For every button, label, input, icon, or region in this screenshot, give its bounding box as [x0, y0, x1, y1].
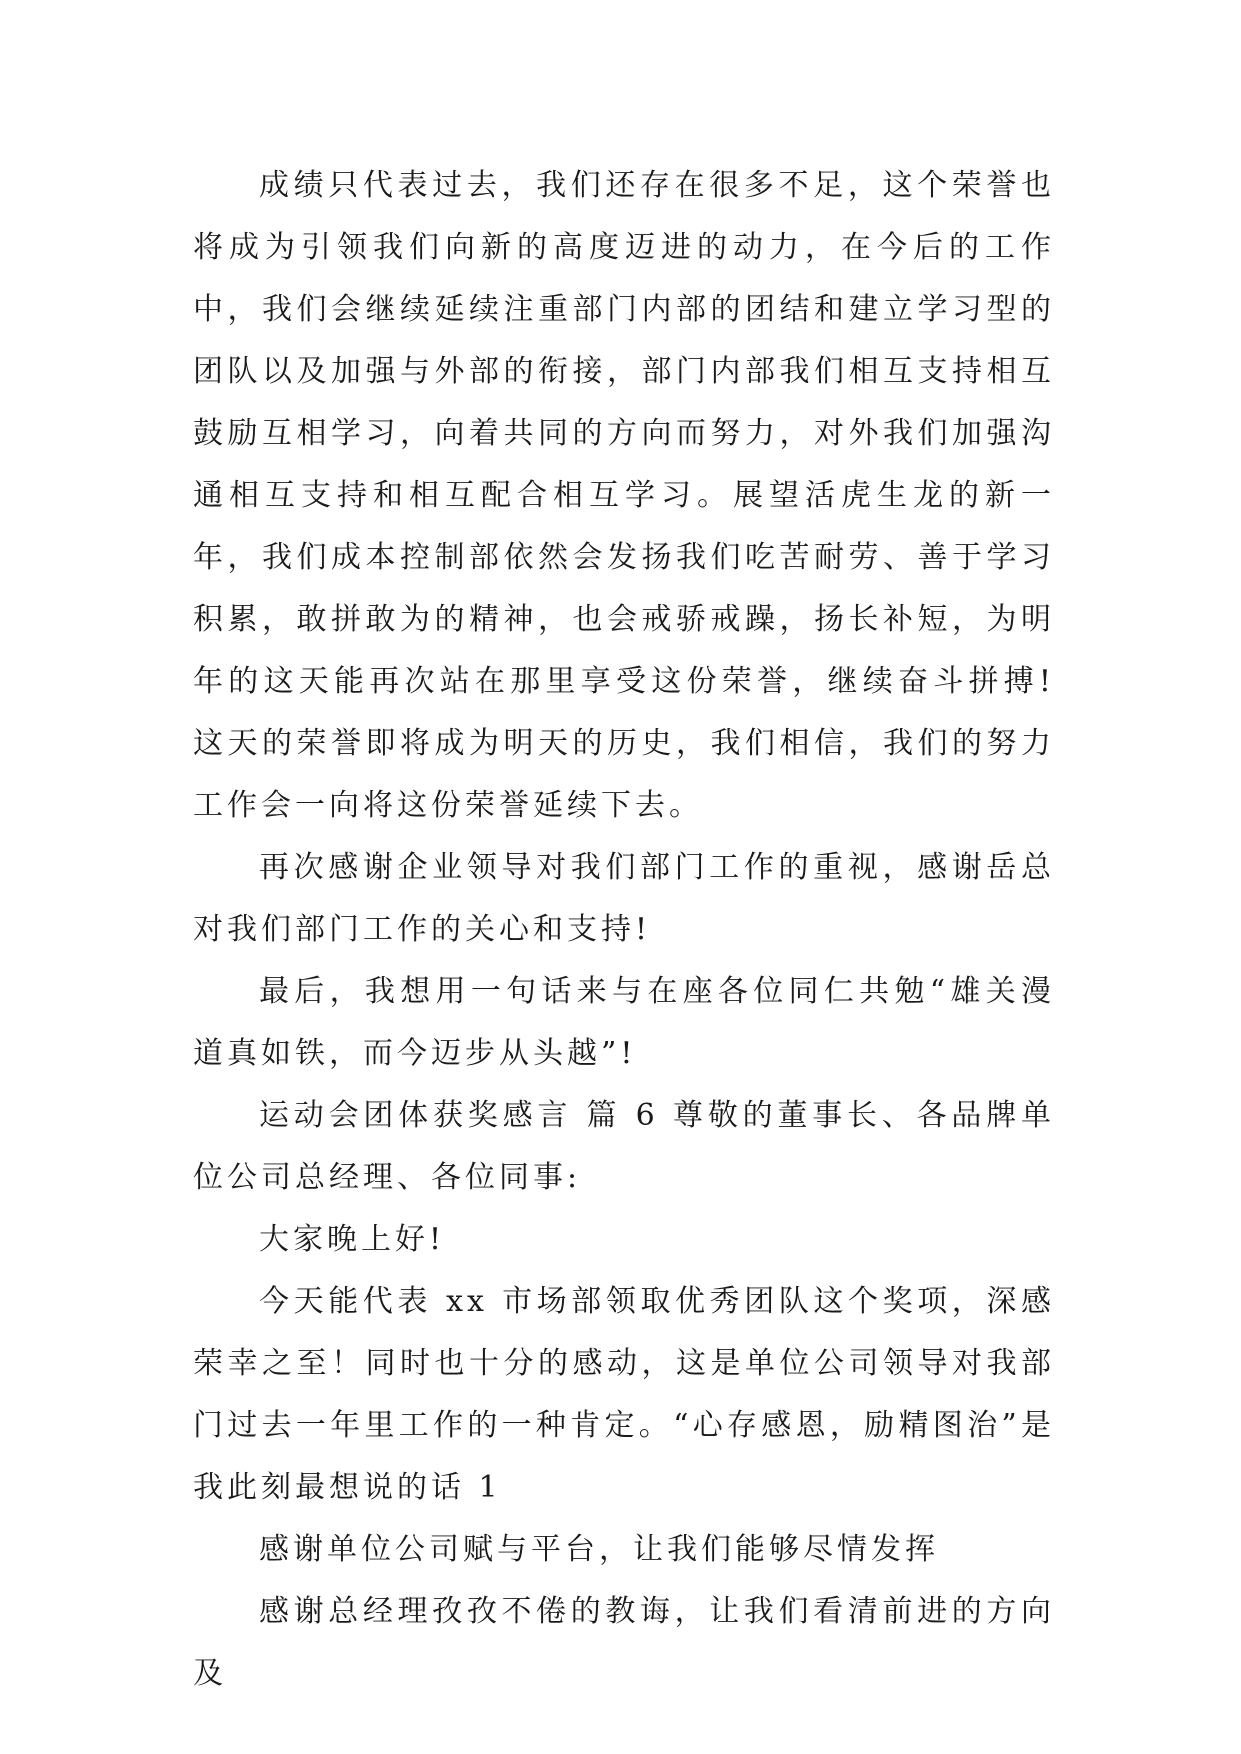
- paragraph-achievements: 成绩只代表过去，我们还存在很多不足，这个荣誉也将成为引领我们向新的高度迈进的动力，在今后的工作中，我们会继续延续注重部门内部的团结和建立学习型的团队以及加强与外部的衔接，部门内部我们相互支持相互鼓励互相学习，向着共同的方向而努力，对外我们加强沟通相互支持和相互配合相互学习。展望活虎生龙的新一年，我们成本控制部依然会发扬我们吃苦耐劳、善于学习积累，敢拼敢为的精神，也会戒骄戒躁，扬长补短，为明年的这天能再次站在那里享受这份荣誉，继续奋斗拼搏!这天的荣誉即将成为明天的历史，我们相信，我们的努力工作会一向将这份荣誉延续下去。: [193, 168, 1055, 823]
- paragraph-greeting: 大家晚上好!: [259, 1222, 446, 1257]
- document-page: [193, 155, 1055, 1705]
- paragraph-thanks-leadership: 再次感谢企业领导对我们部门工作的重视，感谢岳总对我们部门工作的关心和支持!: [193, 850, 1055, 947]
- paragraph-thanks-platform: 感谢单位公司赋与平台，让我们能够尽情发挥: [259, 1532, 939, 1567]
- paragraph-thanks-manager: 感谢总经理孜孜不倦的教诲，让我们看清前进的方向及: [193, 1594, 1055, 1691]
- paragraph-closing-quote: 最后，我想用一句话来与在座各位同仁共勉“雄关漫道真如铁，而今迈步从头越”!: [193, 974, 1055, 1071]
- paragraph-speech-heading: 运动会团体获奖感言 篇 6 尊敬的董事长、各品牌单位公司总经理、各位同事:: [193, 1098, 1055, 1195]
- paragraph-award-acceptance: 今天能代表 xx 市场部领取优秀团队这个奖项，深感荣幸之至！同时也十分的感动，这是单位公司领导对我部门过去一年里工作的一种肯定。“心存感恩，励精图治”是我此刻最想说的话 1: [193, 1284, 1055, 1505]
